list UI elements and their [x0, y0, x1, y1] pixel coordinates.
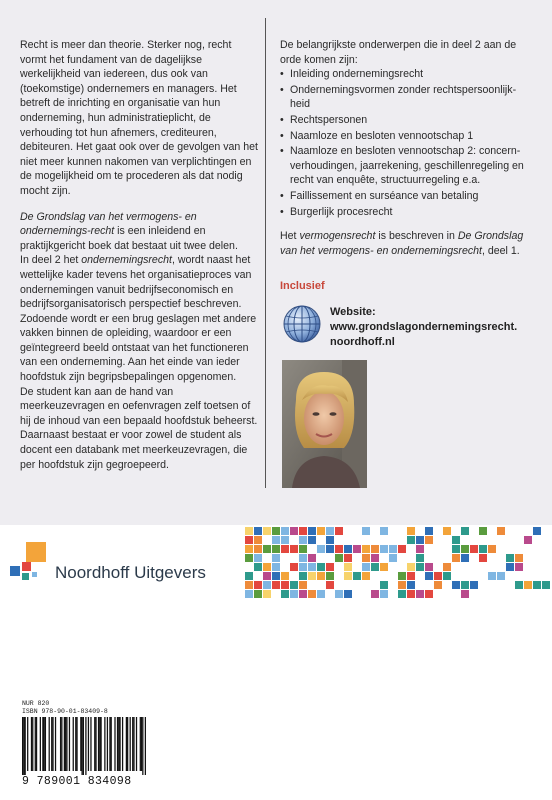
mosaic-tile: [263, 527, 271, 535]
mosaic-tile: [407, 563, 415, 571]
barcode-bar: [118, 717, 119, 771]
barcode-bar: [136, 717, 137, 771]
barcode-bar: [88, 717, 89, 771]
mosaic-tile: [362, 563, 370, 571]
barcode-bar: [22, 717, 23, 775]
mosaic-tile: [461, 581, 469, 589]
closing-paragraph: [280, 229, 535, 258]
closing-italic-text: vermogensrecht: [299, 230, 376, 243]
mosaic-tile: [281, 572, 289, 580]
mosaic-tile: [272, 545, 280, 553]
mosaic-tile: [479, 554, 487, 562]
mosaic-tile: [353, 572, 361, 580]
mosaic-tile: [515, 581, 523, 589]
mosaic-tile: [416, 536, 424, 544]
mosaic-tile: [308, 554, 316, 562]
mosaic-tile: [479, 536, 487, 544]
barcode-bar: [140, 717, 141, 771]
barcode-bar: [132, 717, 133, 771]
barcode-number: 9 789001 834098: [22, 775, 132, 788]
mosaic-tile: [524, 581, 532, 589]
mosaic-tile: [506, 563, 514, 571]
mosaic-tile: [416, 545, 424, 553]
closing-book-title: De Grondslag van het vermogens- en ondernemingsrecht: [280, 230, 524, 257]
mosaic-tile: [533, 527, 541, 535]
student-paragraph: De student kan aan de hand van meerkeuzevragen en oefenvragen zelf toetsen of hij de inhoud van een bepaald hoofdstuk beheerst. Daarnaast bestaat er voor zowel de student als docent een databank met meerkeuzevragen, die per hoofdstuk zijn gegroepeerd.: [20, 385, 258, 471]
website-url-line1[interactable]: www.grondslagondernemingsrecht.: [330, 321, 518, 333]
list-item: • Burgerlijk procesrecht: [280, 205, 535, 220]
barcode-bar: [141, 717, 142, 771]
mosaic-tile: [254, 554, 262, 562]
mosaic-tile: [461, 545, 469, 553]
mosaic-tile: [371, 572, 379, 580]
mosaic-tile: [515, 554, 523, 562]
barcode-bar: [90, 717, 91, 771]
mosaic-tile: [317, 590, 325, 598]
publisher-name: Noordhoff Uitgevers: [55, 563, 206, 582]
mosaic-tile: [326, 563, 334, 571]
mosaic-tile: [344, 590, 352, 598]
mosaic-tile: [254, 527, 262, 535]
closing-start-text: Het: [280, 230, 300, 243]
mosaic-tile: [398, 581, 406, 589]
mosaic-tile: [344, 554, 352, 562]
mosaic-tile: [335, 545, 343, 553]
mosaic-tile: [542, 581, 550, 589]
mosaic-tile: [272, 554, 280, 562]
barcode-bar: [142, 717, 143, 775]
mosaic-tile: [344, 572, 352, 580]
mosaic-tile: [479, 545, 487, 553]
website-url-line2[interactable]: noordhoff.nl: [330, 336, 395, 348]
mosaic-tile: [308, 536, 316, 544]
closing-end-text: , deel 1.: [482, 244, 520, 257]
mosaic-tile: [272, 581, 280, 589]
barcode-bar: [145, 717, 146, 775]
mosaic-tile: [281, 536, 289, 544]
mosaic-tile: [299, 581, 307, 589]
barcode-bar: [60, 717, 61, 771]
mosaic-tile: [362, 545, 370, 553]
mosaic-tile: [299, 572, 307, 580]
mosaic-tile: [434, 581, 442, 589]
barcode-bar: [61, 717, 62, 771]
barcode: [22, 717, 146, 779]
mosaic-tile: [452, 554, 460, 562]
barcode-bar: [83, 717, 84, 775]
mosaic-tile: [281, 527, 289, 535]
intro-paragraph: Recht is meer dan theorie. Sterker nog, recht vormt het fundament van de dagelijkse werkelijkheid van iedereen, dus ook van (toekomstige) ondernemers en managers. Het betreft de inrichting en organisatie van hun onderneming, hun administratieplicht, de verhouding tot hun afnemers, crediteuren, debiteuren. Het gaat ook over de gevolgen van het niet meer kunnen nakomen van verplichtingen en de mogelijkheid om te procederen als dat nodig mocht zijn.: [20, 39, 258, 197]
barcode-bar: [94, 717, 95, 771]
barcode-bar: [23, 717, 24, 775]
globe-icon: [282, 304, 322, 344]
mosaic-tile: [299, 563, 307, 571]
barcode-bar: [107, 717, 108, 771]
mosaic-tile: [317, 563, 325, 571]
mosaic-tile: [407, 527, 415, 535]
mosaic-tile: [506, 554, 514, 562]
barcode-bar: [109, 717, 110, 771]
mosaic-tile: [308, 572, 316, 580]
barcode-bar: [95, 717, 96, 771]
mosaic-tile: [443, 536, 451, 544]
mosaic-tile: [263, 545, 271, 553]
mosaic-tile: [254, 536, 262, 544]
barcode-bar: [99, 717, 100, 771]
mosaic-tile: [515, 563, 523, 571]
mosaic-tile: [470, 581, 478, 589]
list-item: • Rechtspersonen: [280, 113, 535, 128]
barcode-bar: [85, 717, 86, 775]
barcode-bar: [36, 717, 37, 771]
book-title-italic: De Grondslag van het vermogens- en ondernemings-recht: [20, 210, 197, 238]
mosaic-tile: [371, 590, 379, 598]
barcode-bar: [40, 717, 41, 771]
mosaic-tile: [272, 572, 280, 580]
mosaic-tile: [371, 581, 379, 589]
mosaic-tile: [524, 536, 532, 544]
topics-intro: De belangrijkste onderwerpen die in deel 2 aan de orde komen zijn:: [280, 39, 517, 66]
barcode-bar: [76, 717, 77, 771]
mosaic-tile: [380, 527, 388, 535]
barcode-bar: [119, 717, 120, 771]
barcode-bar: [80, 717, 81, 771]
mosaic-tile: [272, 527, 280, 535]
barcode-bar: [32, 717, 33, 771]
mosaic-tile: [281, 545, 289, 553]
mosaic-tile: [416, 554, 424, 562]
pixel-mosaic-decoration: [245, 527, 552, 599]
mosaic-tile: [533, 581, 541, 589]
nur-code: NUR 820: [22, 700, 50, 707]
mosaic-tile: [299, 527, 307, 535]
mosaic-tile: [308, 563, 316, 571]
mosaic-tile: [263, 581, 271, 589]
mosaic-tile: [290, 581, 298, 589]
barcode-bar: [69, 717, 70, 771]
part2-italic-text: ondernemingsrecht: [81, 254, 172, 267]
barcode-bar: [55, 717, 56, 771]
column-divider: [265, 18, 266, 488]
barcode-bar: [31, 717, 32, 771]
list-item: • Naamloze en besloten vennootschap 2: concern-verhoudingen, jaarrekening, geschillenregeling en recht van enquête, structuurregeling e.a.: [280, 144, 535, 188]
mosaic-tile: [290, 527, 298, 535]
mosaic-tile: [299, 554, 307, 562]
mosaic-tile: [290, 545, 298, 553]
barcode-bar: [49, 717, 50, 771]
barcode-bar: [104, 717, 105, 771]
barcode-bar: [42, 717, 43, 771]
left-column: [20, 38, 260, 472]
barcode-bar: [98, 717, 99, 771]
mosaic-tile: [290, 572, 298, 580]
mosaic-tile: [335, 527, 343, 535]
mosaic-tile: [326, 572, 334, 580]
noordhoff-logo: [10, 540, 50, 584]
mosaic-tile: [335, 590, 343, 598]
isbn-block: [22, 700, 108, 716]
mosaic-tile: [245, 572, 253, 580]
part2-paragraph: [20, 253, 260, 384]
mosaic-tile: [380, 590, 388, 598]
mosaic-tile: [434, 572, 442, 580]
list-item: • Inleiding ondernemingsrecht: [280, 67, 535, 82]
mosaic-tile: [245, 554, 253, 562]
mosaic-tile: [497, 590, 505, 598]
mosaic-tile: [470, 527, 478, 535]
mosaic-tile: [254, 590, 262, 598]
mosaic-tile: [245, 527, 253, 535]
mosaic-tile: [290, 563, 298, 571]
closing-mid-text: is beschreven in: [375, 230, 458, 243]
author-photo: [282, 360, 367, 488]
mosaic-tile: [452, 545, 460, 553]
website-label: Website:: [330, 306, 376, 318]
mosaic-tile: [425, 590, 433, 598]
mosaic-tile: [263, 590, 271, 598]
barcode-bar: [114, 717, 115, 771]
mosaic-tile: [254, 545, 262, 553]
mosaic-tile: [344, 563, 352, 571]
mosaic-tile: [371, 545, 379, 553]
mosaic-tile: [326, 581, 334, 589]
mosaic-tile: [245, 545, 253, 553]
barcode-bar: [44, 717, 45, 771]
mosaic-tile: [407, 572, 415, 580]
mosaic-tile: [425, 536, 433, 544]
mosaic-tile: [263, 536, 271, 544]
mosaic-tile: [416, 563, 424, 571]
list-item: • Naamloze en besloten vennootschap 1: [280, 129, 535, 144]
mosaic-tile: [371, 563, 379, 571]
barcode-bar: [27, 717, 28, 771]
mosaic-tile: [398, 590, 406, 598]
part2-start-text: In deel 2 het: [20, 254, 82, 267]
right-column: [280, 38, 535, 258]
barcode-bar: [35, 717, 36, 771]
mosaic-tile: [425, 572, 433, 580]
barcode-bar: [100, 717, 101, 771]
mosaic-tile: [299, 590, 307, 598]
mosaic-tile: [362, 554, 370, 562]
barcode-bar: [66, 717, 67, 771]
barcode-bar: [73, 717, 74, 771]
mosaic-tile: [497, 527, 505, 535]
mosaic-tile: [263, 563, 271, 571]
mosaic-tile: [407, 590, 415, 598]
mosaic-tile: [461, 527, 469, 535]
mosaic-tile: [326, 554, 334, 562]
mosaic-tile: [326, 527, 334, 535]
mosaic-tile: [272, 536, 280, 544]
mosaic-tile: [488, 572, 496, 580]
mosaic-tile: [245, 590, 253, 598]
barcode-bar: [127, 717, 128, 771]
mosaic-tile: [317, 545, 325, 553]
barcode-bar: [133, 717, 134, 771]
barcode-bar: [52, 717, 53, 771]
mosaic-tile: [443, 563, 451, 571]
mosaic-tile: [308, 527, 316, 535]
mosaic-tile: [389, 554, 397, 562]
website-block: [330, 305, 517, 350]
list-item: • Ondernemingsvormen zonder rechtspersoonlijk-heid: [280, 83, 535, 112]
mosaic-tile: [326, 536, 334, 544]
barcode-bar: [122, 717, 123, 771]
mosaic-tile: [497, 572, 505, 580]
mosaic-tile: [461, 590, 469, 598]
mosaic-tile: [443, 527, 451, 535]
list-item: • Faillissement en surséance van betaling: [280, 189, 535, 204]
mosaic-tile: [380, 545, 388, 553]
topics-list: [280, 67, 535, 219]
barcode-bar: [111, 717, 112, 771]
mosaic-tile: [461, 554, 469, 562]
barcode-bar: [117, 717, 118, 771]
mosaic-tile: [452, 536, 460, 544]
mosaic-tile: [299, 545, 307, 553]
barcode-bar: [64, 717, 65, 771]
mosaic-tile: [398, 572, 406, 580]
barcode-bar: [25, 717, 26, 775]
mosaic-tile: [380, 563, 388, 571]
barcode-bar: [75, 717, 76, 771]
mosaic-tile: [317, 527, 325, 535]
mosaic-tile: [425, 563, 433, 571]
mosaic-tile: [254, 572, 262, 580]
mosaic-tile: [263, 572, 271, 580]
barcode-bar: [130, 717, 131, 771]
book-description-paragraph: [20, 210, 260, 254]
mosaic-tile: [290, 590, 298, 598]
barcode-bar: [81, 717, 82, 775]
mosaic-tile: [362, 527, 370, 535]
mosaic-tile: [371, 554, 379, 562]
mosaic-tile: [245, 581, 253, 589]
mosaic-tile: [281, 590, 289, 598]
mosaic-tile: [272, 563, 280, 571]
part2-rest-text: , wordt naast het wettelijke kader tevens het organisatieproces van ondernemingen vanuit bedrijfseconomisch en bedrijfsorganisatorisch perspectief beschreven. Zodoende wordt er een brug geslagen met andere vakken binnen de opleiding, waardoor er een geïntegreerd beeld ontstaat van het functioneren van een onderneming. Aan het einde van ieder hoofdstuk zijn begripsbepalingen opgenomen.: [20, 254, 257, 384]
inclusief-heading: Inclusief: [280, 280, 325, 292]
mosaic-tile: [407, 581, 415, 589]
barcode-bar: [51, 717, 52, 771]
isbn-code: ISBN 978-90-01-83409-8: [22, 708, 108, 715]
mosaic-tile: [470, 545, 478, 553]
barcode-bar: [126, 717, 127, 771]
mosaic-tile: [380, 581, 388, 589]
mosaic-tile: [389, 545, 397, 553]
mosaic-tile: [326, 545, 334, 553]
mosaic-tile: [308, 590, 316, 598]
mosaic-tile: [425, 545, 433, 553]
mosaic-tile: [479, 527, 487, 535]
mosaic-tile: [245, 536, 253, 544]
mosaic-tile: [452, 581, 460, 589]
mosaic-tile: [317, 572, 325, 580]
mosaic-tile: [254, 581, 262, 589]
mosaic-tile: [362, 572, 370, 580]
mosaic-tile: [398, 545, 406, 553]
mosaic-tile: [281, 581, 289, 589]
mosaic-tile: [335, 554, 343, 562]
mosaic-tile: [299, 536, 307, 544]
mosaic-tile: [416, 590, 424, 598]
barcode-bar: [65, 717, 66, 771]
mosaic-tile: [443, 572, 451, 580]
mosaic-tile: [488, 545, 496, 553]
mosaic-tile: [407, 536, 415, 544]
mosaic-tile: [254, 563, 262, 571]
book-description-text: is een inleidend en praktijkgericht boek dat bestaat uit twee delen.: [20, 225, 238, 252]
mosaic-tile: [344, 545, 352, 553]
mosaic-tile: [353, 545, 361, 553]
barcode-bar: [45, 717, 46, 771]
mosaic-tile: [425, 527, 433, 535]
